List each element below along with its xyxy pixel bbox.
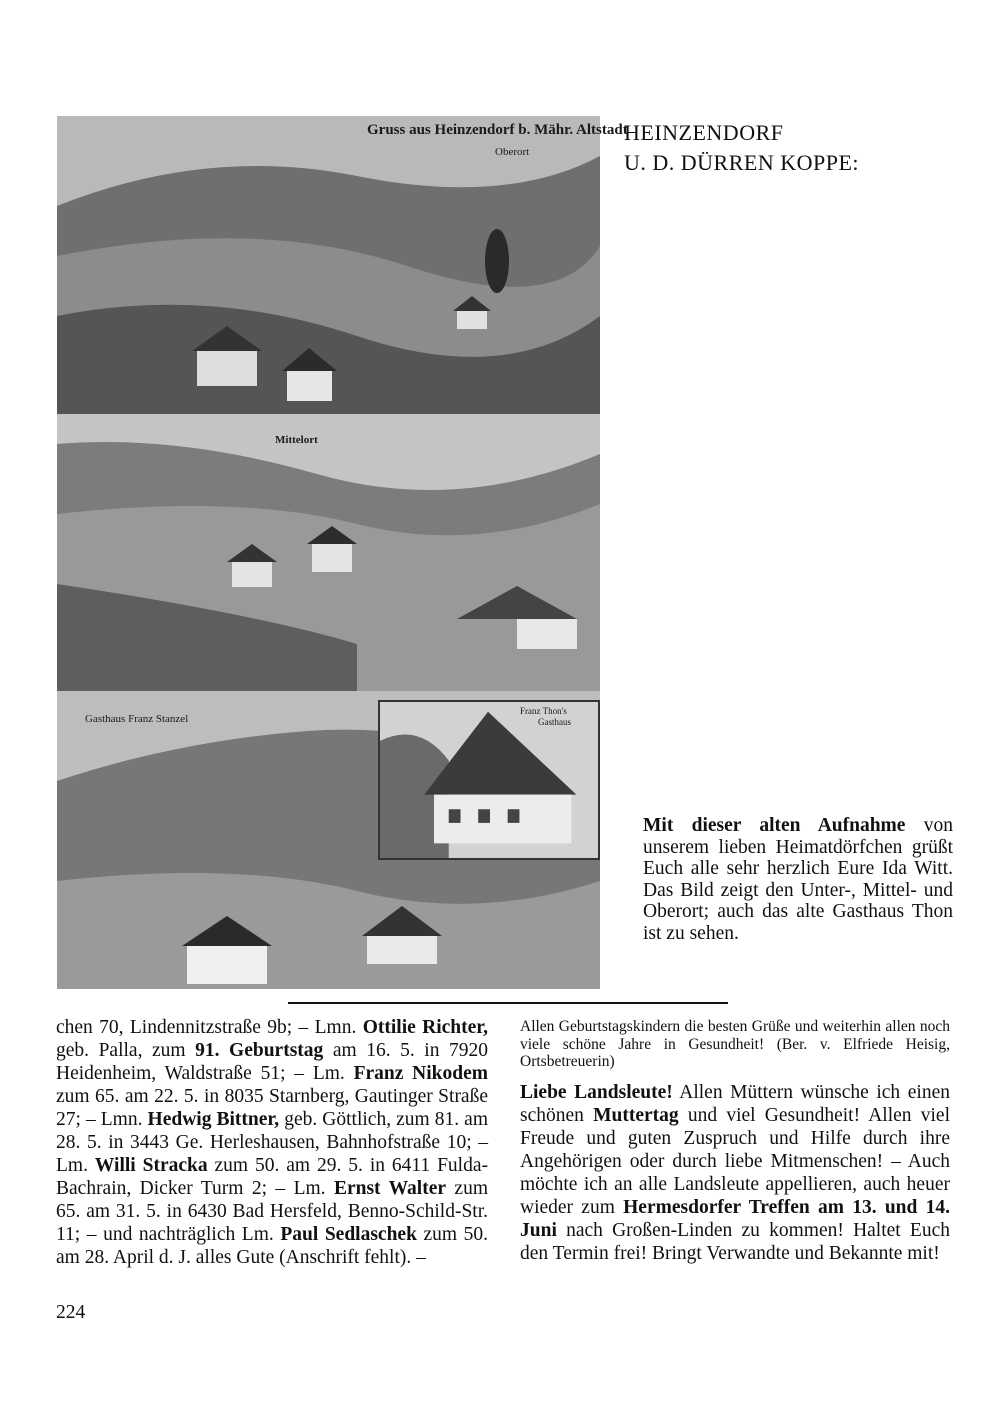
birthday-list-run: Ottilie Richter, — [362, 1017, 489, 1038]
photo-caption-oberort: Oberort — [495, 146, 530, 158]
photo-description-bold: Mit dieser alten Aufnahme — [643, 815, 906, 836]
landsleute-run: Liebe Landsleute! — [520, 1081, 673, 1103]
heading-line-2: U. D. DÜRREN KOPPE: — [624, 150, 860, 175]
photo-oberort — [57, 116, 628, 414]
greetings-paragraph: Allen Geburtstagskindern die besten Grüße und weiterhin allen noch viele schöne Jahre in Gesundheit! (Ber. v. Elfriede Heisig, Ortsbetreuerin) — [520, 1018, 950, 1070]
birthday-list-run: Paul Sedlaschek — [280, 1224, 417, 1245]
photo-caption-thon-1: Franz Thon's — [520, 706, 567, 716]
landscape-illustration — [57, 414, 600, 691]
landsleute-run: Hermesdorfer Treffen am 13. und 14. Juni — [520, 1196, 950, 1241]
landsleute-run: nach Großen-Linden zu kommen! Haltet Euch den Termin frei! Bringt Verwandte und Bekannte mit! — [520, 1219, 950, 1264]
photo-caption-top: Gruss aus Heinzendorf b. Mähr. Altstadt — [367, 122, 628, 138]
birthday-list-run: zum 50. am 28. April d. J. alles Gute (Anschrift fehlt). – — [56, 1224, 488, 1268]
greetings-column — [520, 1018, 950, 1265]
photo-caption-mittelort: Mittelort — [275, 434, 318, 446]
birthday-list-run: zum 65. am 22. 5. in 8035 Starnberg, Gautinger Straße 27; – Lmn. — [56, 1086, 488, 1130]
birthday-list-run: geb. Palla, zum — [56, 1040, 196, 1061]
photo-caption-thon-2: Gasthaus — [538, 717, 571, 727]
photo-description — [643, 815, 953, 944]
birthday-list-run: Willi Stracka — [94, 1155, 208, 1176]
landsleute-run: Allen Müttern wünsche ich einen schönen — [520, 1081, 950, 1126]
birthday-list-run: Franz Nikodem — [353, 1063, 489, 1084]
birthday-list-run: Ernst Walter — [333, 1178, 446, 1199]
photo-caption-stanzel: Gasthaus Franz Stanzel — [85, 713, 189, 725]
birthday-list-run: am 16. 5. in 7920 Heidenheim, Waldstraße 51; – Lm. — [56, 1040, 488, 1084]
birthday-list-column — [56, 1016, 488, 1269]
article-heading — [624, 118, 944, 178]
birthday-list-run: chen 70, Lindennitzstraße 9b; – Lmn. — [56, 1017, 363, 1038]
photo-gasthaus-thon — [378, 700, 600, 860]
birthday-list-run: zum 50. am 29. 5. in 6411 Fulda-Bachrain, Dicker Turm 2; – Lm. — [56, 1155, 488, 1199]
photo-mittelort — [57, 414, 600, 691]
landsleute-paragraph — [520, 1081, 950, 1265]
birthday-list-run: zum 65. am 31. 5. in 6430 Bad Hersfeld, Benno-Schild-Str. 11; – und nachträglich Lm. — [56, 1178, 488, 1245]
landscape-illustration — [57, 116, 600, 414]
heading-line-1: HEINZENDORF — [624, 120, 784, 145]
divider — [288, 1002, 728, 1004]
page-number: 224 — [56, 1302, 86, 1323]
landsleute-run: und viel Gesundheit! Allen viel Freude und guten Zuspruch und Hilfe durch ihre Angehörigen oder durch liebe Mitmenschen! – Auch möchte ich an alle Landsleute appellieren, auch heuer wieder zum — [520, 1104, 950, 1218]
birthday-list-run: geb. Göttlich, zum 81. am 28. 5. in 3443 Ge. Herleshausen, Bahnhofstraße 10; – Lm. — [56, 1109, 488, 1176]
birthday-list-run: Hedwig Bittner, — [147, 1109, 280, 1130]
landsleute-run: Muttertag — [593, 1104, 679, 1126]
birthday-list-text — [56, 1016, 488, 1269]
birthday-list-run: 91. Geburtstag — [195, 1040, 324, 1061]
photo-description-rest: von unserem lieben Heimatdörfchen grüßt Euch alle sehr herzlich Eure Ida Witt. Das Bild zeigt den Unter-, Mittel- und Oberort; auch das alte Gasthaus Thon ist zu sehen. — [643, 815, 953, 944]
